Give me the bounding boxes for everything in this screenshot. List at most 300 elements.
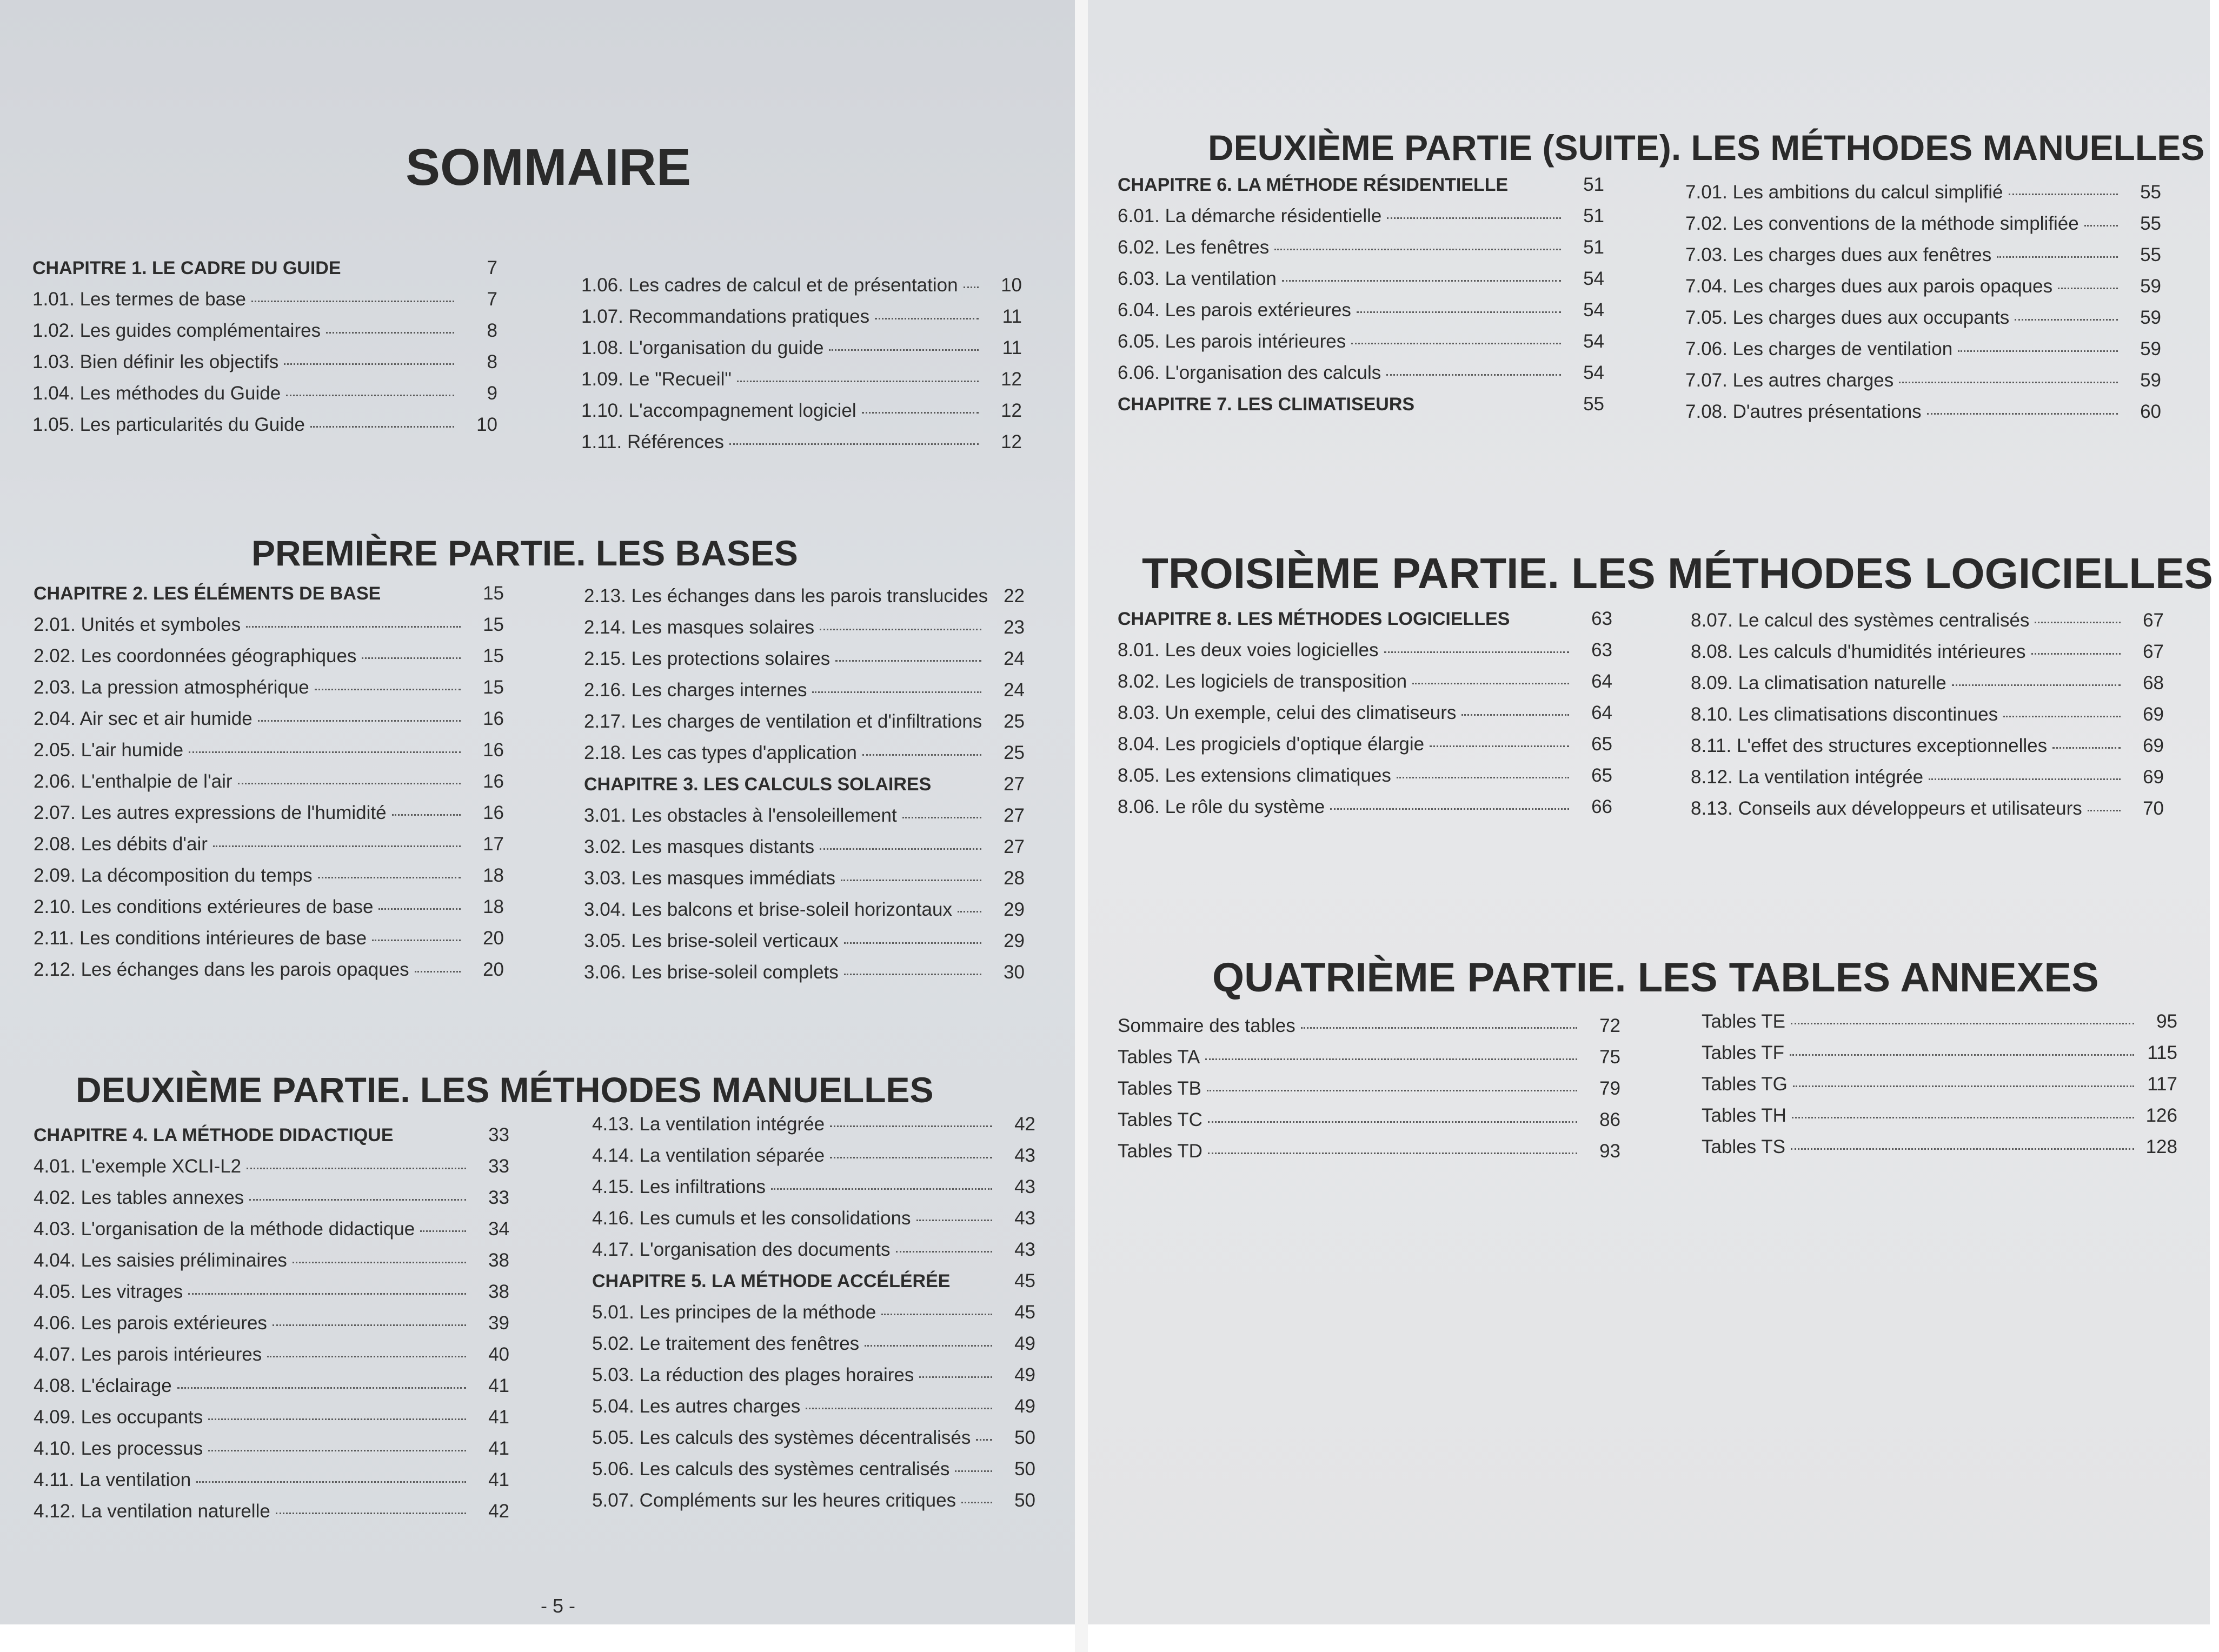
dot-leader	[2084, 225, 2118, 227]
toc-entry-page: 7	[487, 289, 497, 310]
toc-entry-title: 8.08. Les calculs d'humidités intérieures	[1691, 641, 2026, 662]
toc-entry	[1685, 276, 2161, 307]
toc-entry-page: 72	[1599, 1015, 1620, 1036]
toc-entry-title: 5.05. Les calculs des systèmes décentralisés	[592, 1427, 971, 1448]
toc-col	[32, 257, 497, 445]
toc-entry-page: 49	[1014, 1396, 1035, 1417]
toc-entry-page: 23	[1004, 617, 1025, 638]
dot-leader	[267, 1356, 466, 1357]
toc-entry	[32, 320, 497, 351]
toc-entry-title: 4.07. Les parois intérieures	[34, 1344, 262, 1365]
dot-leader	[213, 845, 461, 847]
dot-leader	[2052, 747, 2121, 749]
toc-entry	[34, 708, 504, 740]
toc-entry	[1691, 641, 2164, 672]
toc-entry-page: 65	[1591, 734, 1612, 755]
toc-entry-page: 117	[2147, 1074, 2177, 1095]
toc-entry-title: CHAPITRE 6. LA MÉTHODE RÉSIDENTIELLE	[1118, 175, 1509, 195]
toc-entry-page: 12	[1001, 431, 1022, 452]
dot-leader	[318, 877, 461, 878]
toc-entry	[584, 899, 1025, 930]
dot-leader	[1899, 382, 2118, 383]
toc-entry-title: 2.17. Les charges de ventilation et d'infiltrations	[584, 711, 982, 732]
toc-col	[34, 1124, 509, 1532]
dot-leader	[284, 363, 454, 365]
dot-leader	[820, 848, 981, 850]
toc-entry-title: 2.01. Unités et symboles	[34, 614, 241, 635]
dot-leader	[862, 412, 979, 414]
toc-col	[1118, 174, 1604, 425]
toc-entry-page: 11	[1002, 337, 1022, 358]
toc-entry-page: 60	[2140, 401, 2161, 422]
toc-entry-title: 5.01. Les principes de la méthode	[592, 1302, 876, 1323]
toc-entry	[34, 677, 504, 708]
toc-entry-page: 10	[476, 414, 497, 435]
dot-leader	[1282, 280, 1561, 282]
toc-entry	[34, 865, 504, 896]
toc-entry-page: 24	[1004, 680, 1025, 701]
toc-entry-page: 27	[1004, 836, 1025, 857]
right-page	[1088, 0, 2213, 1624]
toc-entry-page: 29	[1004, 930, 1025, 951]
dot-leader	[1430, 745, 1569, 747]
toc-entry-page: 15	[483, 645, 504, 667]
dot-leader	[820, 629, 981, 630]
toc-entry-page: 18	[483, 865, 504, 886]
toc-entry-title: 4.17. L'organisation des documents	[592, 1239, 891, 1260]
toc-entry	[1118, 1109, 1620, 1141]
toc-entry-title: 7.08. D'autres présentations	[1685, 401, 1922, 422]
toc-entry-title: 1.07. Recommandations pratiques	[581, 306, 870, 327]
dot-leader	[737, 381, 979, 382]
dot-leader	[1384, 651, 1569, 653]
toc-entry-page: 15	[483, 614, 504, 635]
toc-entry-page: 43	[1014, 1145, 1035, 1166]
toc-entry-title: 6.05. Les parois intérieures	[1118, 331, 1346, 352]
toc-entry-page: 66	[1591, 796, 1612, 817]
toc-entry-page: 59	[2140, 338, 2161, 359]
toc-entry	[34, 740, 504, 771]
toc-entry-page: 51	[1583, 237, 1604, 258]
toc-entry	[1702, 1105, 2177, 1136]
toc-entry-title: 4.12. La ventilation naturelle	[34, 1501, 270, 1522]
dot-leader	[208, 1450, 466, 1451]
toc-entry-title: Tables TB	[1118, 1078, 1201, 1099]
toc-entry	[584, 742, 1025, 774]
dot-leader	[310, 426, 454, 428]
toc-entry-page: 54	[1583, 299, 1604, 321]
toc-entry-title: 8.11. L'effet des structures exceptionnelles	[1691, 735, 2048, 756]
part-title: TROISIÈME PARTIE. LES MÉTHODES LOGICIELLES	[1142, 549, 2213, 597]
toc-entry-page: 49	[1014, 1364, 1035, 1385]
dot-leader	[875, 318, 979, 319]
toc-col	[34, 583, 504, 990]
toc-entry-page: 42	[1014, 1114, 1035, 1135]
dot-leader	[2015, 319, 2118, 321]
toc-col	[1118, 1015, 1620, 1172]
toc-entry	[34, 1156, 509, 1187]
toc-entry	[581, 337, 1022, 369]
part-title: DEUXIÈME PARTIE (SUITE). LES MÉTHODES MANUELLES	[1208, 128, 2205, 168]
toc-entry-title: Tables TS	[1702, 1136, 1785, 1157]
toc-entry	[1118, 1015, 1620, 1047]
toc-entry-title: Tables TA	[1118, 1047, 1200, 1068]
dot-leader	[2009, 194, 2118, 195]
dot-leader	[208, 1418, 466, 1420]
toc-entry-page: 33	[488, 1124, 509, 1145]
toc-entry-page: 25	[1004, 742, 1025, 763]
toc-entry-title: 4.13. La ventilation intégrée	[592, 1114, 825, 1135]
toc-entry-title: 6.04. Les parois extérieures	[1118, 299, 1351, 321]
toc-col	[1118, 608, 1612, 828]
dot-leader	[1387, 217, 1561, 219]
dot-leader	[1207, 1090, 1577, 1091]
toc-entry	[592, 1396, 1035, 1427]
toc-entry-page: 15	[483, 677, 504, 698]
toc-entry-title: 2.11. Les conditions intérieures de base	[34, 928, 367, 949]
toc-entry-page: 65	[1591, 765, 1612, 786]
toc-entry	[34, 1375, 509, 1407]
toc-entry-title: 4.11. La ventilation	[34, 1469, 191, 1490]
toc-entry	[34, 1501, 509, 1532]
dot-leader	[2035, 622, 2121, 623]
toc-entry	[34, 1438, 509, 1469]
toc-entry	[1118, 268, 1604, 299]
toc-entry	[1685, 182, 2161, 213]
toc-entry	[584, 930, 1025, 962]
toc-chapter-heading	[592, 1270, 1035, 1302]
toc-entry-title: 2.15. Les protections solaires	[584, 648, 831, 669]
toc-entry-page: 50	[1014, 1490, 1035, 1511]
dot-leader	[862, 754, 981, 756]
toc-entry-page: 24	[1004, 648, 1025, 669]
toc-entry-page: 43	[1014, 1239, 1035, 1260]
toc-entry-page: 34	[488, 1218, 509, 1240]
dot-leader	[916, 1220, 993, 1221]
toc-entry-title: CHAPITRE 1. LE CADRE DU GUIDE	[32, 258, 341, 278]
toc-chapter-heading	[1118, 174, 1604, 205]
dot-leader	[1357, 311, 1561, 313]
toc-entry	[34, 1250, 509, 1281]
toc-entry-title: 4.04. Les saisies préliminaires	[34, 1250, 287, 1271]
dot-leader	[1205, 1058, 1577, 1060]
toc-entry-page: 69	[2143, 767, 2164, 788]
dot-leader	[844, 942, 981, 944]
toc-entry	[1691, 704, 2164, 735]
dot-leader	[392, 814, 461, 816]
toc-entry-title: 7.07. Les autres charges	[1685, 370, 1894, 391]
toc-entry-page: 69	[2143, 735, 2164, 756]
toc-entry-page: 54	[1583, 331, 1604, 352]
dot-leader	[2031, 653, 2121, 655]
toc-entry-title: 7.04. Les charges dues aux parois opaques	[1685, 276, 2053, 297]
toc-entry-page: 12	[1001, 369, 1022, 390]
dot-leader	[812, 691, 981, 693]
toc-entry-title: 5.03. La réduction des plages horaires	[592, 1364, 914, 1385]
toc-entry	[34, 834, 504, 865]
toc-entry	[584, 711, 1025, 742]
toc-entry-title: CHAPITRE 2. LES ÉLÉMENTS DE BASE	[34, 583, 381, 604]
toc-entry-title: 6.02. Les fenêtres	[1118, 237, 1270, 258]
dot-leader	[1208, 1121, 1577, 1123]
dot-leader	[958, 911, 981, 912]
toc-entry-page: 67	[2143, 610, 2164, 631]
toc-entry-title: 4.08. L'éclairage	[34, 1375, 172, 1396]
toc-entry-title: 1.05. Les particularités du Guide	[32, 414, 305, 435]
toc-entry-title: 1.04. Les méthodes du Guide	[32, 383, 281, 404]
toc-entry-title: 1.09. Le "Recueil"	[581, 369, 732, 390]
toc-entry	[32, 289, 497, 320]
toc-entry-page: 30	[1004, 962, 1025, 983]
toc-entry	[581, 306, 1022, 337]
toc-entry-title: CHAPITRE 7. LES CLIMATISEURS	[1118, 394, 1415, 415]
toc-entry-page: 45	[1014, 1302, 1035, 1323]
toc-entry-page: 69	[2143, 704, 2164, 725]
toc-entry-page: 11	[1002, 306, 1022, 327]
toc-entry-title: 8.12. La ventilation intégrée	[1691, 767, 1924, 788]
dot-leader	[247, 1168, 466, 1169]
toc-chapter-heading	[584, 774, 1025, 805]
toc-entry-page: 59	[2140, 307, 2161, 328]
toc-entry-page: 20	[483, 959, 504, 980]
dot-leader	[830, 1157, 992, 1158]
toc-entry	[592, 1427, 1035, 1458]
dot-leader	[1397, 777, 1569, 778]
toc-entry	[1118, 765, 1612, 796]
toc-entry	[34, 959, 504, 990]
dot-leader	[1790, 1054, 2134, 1056]
toc-entry	[581, 431, 1022, 463]
toc-entry-title: 7.05. Les charges dues aux occupants	[1685, 307, 2010, 328]
toc-col	[592, 1114, 1035, 1521]
toc-entry-title: 1.06. Les cadres de calcul et de présentation	[581, 275, 958, 296]
dot-leader	[258, 720, 461, 722]
toc-entry-page: 68	[2143, 672, 2164, 694]
toc-entry	[584, 617, 1025, 648]
dot-leader	[1351, 343, 1561, 344]
toc-entry-page: 55	[1583, 394, 1604, 415]
toc-entry	[34, 802, 504, 834]
toc-entry-title: 1.08. L'organisation du guide	[581, 337, 824, 358]
toc-entry-title: 5.02. Le traitement des fenêtres	[592, 1333, 860, 1354]
dot-leader	[1952, 684, 2121, 686]
toc-entry-title: 7.02. Les conventions de la méthode simplifiée	[1685, 213, 2079, 234]
dot-leader	[1274, 249, 1561, 250]
toc-entry-page: 7	[487, 257, 497, 278]
toc-entry	[1118, 1078, 1620, 1109]
toc-entry	[1118, 237, 1604, 268]
toc-entry	[34, 645, 504, 677]
toc-entry-page: 63	[1591, 640, 1612, 661]
toc-entry-title: 8.13. Conseils aux développeurs et utilisateurs	[1691, 798, 2082, 819]
dot-leader	[771, 1188, 992, 1190]
toc-entry-title: CHAPITRE 3. LES CALCULS SOLAIRES	[584, 774, 932, 795]
toc-entry-title: 2.08. Les débits d'air	[34, 834, 208, 855]
toc-entry-page: 64	[1591, 671, 1612, 692]
dot-leader	[829, 349, 979, 351]
toc-col	[584, 585, 1025, 993]
toc-entry-page: 39	[488, 1313, 509, 1334]
toc-entry-title: Tables TC	[1118, 1109, 1202, 1130]
toc-entry-title: 2.05. L'air humide	[34, 740, 184, 761]
toc-entry	[1118, 671, 1612, 702]
toc-entry	[584, 680, 1025, 711]
toc-entry-page: 8	[487, 320, 497, 341]
toc-entry-title: 8.03. Un exemple, celui des climatiseurs	[1118, 702, 1457, 723]
dot-leader	[1791, 1148, 2134, 1150]
dot-leader	[2058, 288, 2118, 289]
dot-leader	[372, 940, 461, 941]
part-title: QUATRIÈME PARTIE. LES TABLES ANNEXES	[1212, 955, 2099, 1001]
toc-entry-page: 38	[488, 1250, 509, 1271]
toc-entry	[34, 1313, 509, 1344]
toc-entry-title: 2.16. Les charges internes	[584, 680, 807, 701]
toc-entry-title: Tables TG	[1702, 1074, 1788, 1095]
toc-entry	[1118, 299, 1604, 331]
toc-entry-title: 5.06. Les calculs des systèmes centralisés	[592, 1458, 950, 1480]
toc-entry	[592, 1302, 1035, 1333]
dot-leader	[841, 880, 981, 881]
toc-entry	[1702, 1074, 2177, 1105]
page-number: - 5 -	[541, 1595, 576, 1617]
toc-entry	[34, 1469, 509, 1501]
toc-entry	[34, 614, 504, 645]
toc-chapter-heading	[34, 583, 504, 614]
dot-leader	[189, 751, 461, 753]
toc-entry	[34, 1344, 509, 1375]
dot-leader	[177, 1387, 466, 1389]
toc-entry	[1118, 796, 1612, 828]
toc-entry	[1691, 672, 2164, 704]
toc-entry	[1691, 735, 2164, 767]
toc-entry-page: 10	[1001, 275, 1022, 296]
dot-leader	[881, 1314, 992, 1315]
toc-chapter-heading	[1118, 394, 1604, 425]
toc-entry-title: 7.03. Les charges dues aux fenêtres	[1685, 244, 1992, 265]
toc-entry-title: 1.01. Les termes de base	[32, 289, 246, 310]
toc-entry-title: 2.12. Les échanges dans les parois opaques	[34, 959, 409, 980]
left-page	[0, 0, 1075, 1624]
toc-entry-page: 49	[1014, 1333, 1035, 1354]
toc-entry-title: 2.03. La pression atmosphérique	[34, 677, 309, 698]
part-title: DEUXIÈME PARTIE. LES MÉTHODES MANUELLES	[76, 1070, 934, 1110]
toc-entry-title: 2.14. Les masques solaires	[584, 617, 815, 638]
toc-entry	[1685, 307, 2161, 338]
toc-entry	[1118, 640, 1612, 671]
toc-chapter-heading	[1118, 608, 1612, 640]
dot-leader	[196, 1481, 466, 1483]
toc-entry-title: 2.06. L'enthalpie de l'air	[34, 771, 232, 792]
toc-entry-page: 115	[2147, 1042, 2177, 1063]
toc-entry	[592, 1490, 1035, 1521]
toc-entry-page: 126	[2145, 1105, 2177, 1126]
toc-entry-page: 17	[483, 834, 504, 855]
toc-entry-title: Tables TD	[1118, 1141, 1202, 1162]
toc-entry	[584, 868, 1025, 899]
dot-leader	[415, 971, 461, 972]
toc-entry	[1118, 1141, 1620, 1172]
toc-entry-page: 16	[483, 802, 504, 823]
toc-entry-page: 54	[1583, 362, 1604, 383]
toc-entry	[34, 771, 504, 802]
dot-leader	[955, 1470, 992, 1472]
toc-entry-page: 41	[488, 1375, 509, 1396]
toc-entry	[581, 275, 1022, 306]
toc-entry-page: 55	[2140, 244, 2161, 265]
toc-entry-title: 6.03. La ventilation	[1118, 268, 1277, 289]
toc-entry	[1685, 370, 2161, 401]
toc-entry-title: 4.10. Les processus	[34, 1438, 203, 1459]
toc-entry	[592, 1145, 1035, 1176]
dot-leader	[1301, 1027, 1577, 1029]
dot-leader	[2088, 810, 2121, 811]
dot-leader	[1927, 413, 2118, 415]
toc-entry-title: CHAPITRE 4. LA MÉTHODE DIDACTIQUE	[34, 1125, 394, 1145]
dot-leader	[326, 332, 454, 334]
toc-entry-title: 4.16. Les cumuls et les consolidations	[592, 1208, 911, 1229]
toc-entry-page: 18	[483, 896, 504, 917]
dot-leader	[362, 657, 461, 659]
dot-leader	[276, 1513, 466, 1514]
toc-entry	[581, 400, 1022, 431]
dot-leader	[1929, 778, 2121, 780]
dot-leader	[249, 1199, 466, 1201]
toc-entry-title: 2.07. Les autres expressions de l'humidité	[34, 802, 387, 823]
toc-entry-page: 16	[483, 708, 504, 729]
toc-chapter-heading	[34, 1124, 509, 1156]
dot-leader	[1997, 256, 2118, 258]
toc-entry-title: 4.09. Les occupants	[34, 1407, 203, 1428]
toc-entry-page: 8	[487, 351, 497, 372]
toc-entry	[34, 1187, 509, 1218]
toc-entry-page: 28	[1004, 868, 1025, 889]
part-title: PREMIÈRE PARTIE. LES BASES	[251, 533, 798, 573]
toc-entry-page: 86	[1599, 1109, 1620, 1130]
toc-entry	[34, 896, 504, 928]
dot-leader	[896, 1251, 993, 1253]
toc-entry-title: 3.05. Les brise-soleil verticaux	[584, 930, 839, 951]
dot-leader	[1792, 1117, 2134, 1118]
toc-entry	[1691, 798, 2164, 829]
toc-entry-title: 8.02. Les logiciels de transposition	[1118, 671, 1407, 692]
toc-entry-page: 22	[1004, 585, 1025, 607]
toc-entry-title: Tables TF	[1702, 1042, 1785, 1063]
dot-leader	[919, 1376, 992, 1378]
toc-entry-title: 7.01. Les ambitions du calcul simplifié	[1685, 182, 2003, 203]
dot-leader	[729, 443, 979, 445]
toc-entry	[34, 1407, 509, 1438]
dot-leader	[188, 1293, 466, 1295]
dot-leader	[246, 626, 461, 628]
toc-entry-page: 20	[483, 928, 504, 949]
dot-leader	[865, 1345, 992, 1347]
toc-entry	[584, 585, 1025, 617]
toc-entry-page: 55	[2140, 182, 2161, 203]
toc-entry-title: 3.03. Les masques immédiats	[584, 868, 835, 889]
toc-entry-title: Tables TH	[1702, 1105, 1786, 1126]
toc-entry	[592, 1176, 1035, 1208]
toc-chapter-heading	[32, 257, 497, 289]
toc-entry-title: 4.05. Les vitrages	[34, 1281, 183, 1302]
dot-leader	[902, 817, 981, 818]
toc-entry-page: 12	[1001, 400, 1022, 421]
dot-leader	[2003, 716, 2121, 717]
toc-entry	[1118, 205, 1604, 237]
dot-leader	[1461, 714, 1569, 716]
toc-entry-title: 7.06. Les charges de ventilation	[1685, 338, 1953, 359]
toc-entry-page: 41	[488, 1438, 509, 1459]
toc-entry-page: 43	[1014, 1176, 1035, 1197]
